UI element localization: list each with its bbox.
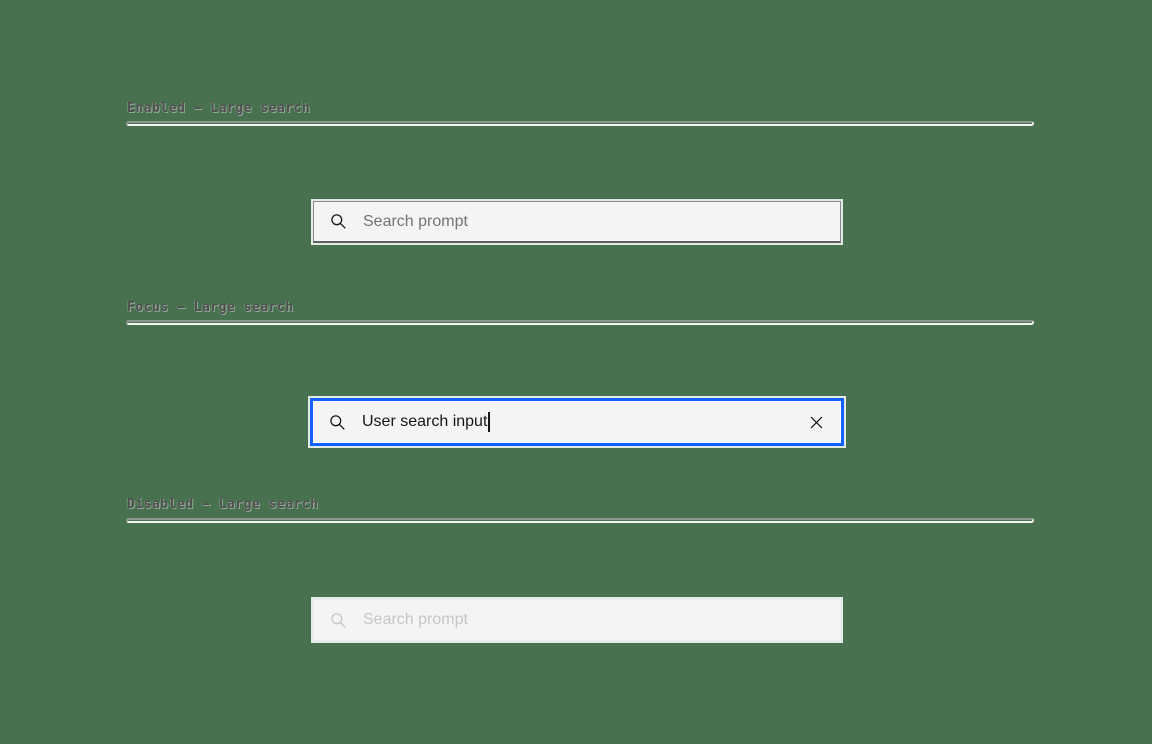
search-input-focus[interactable] bbox=[310, 398, 844, 446]
search-input-enabled[interactable] bbox=[313, 201, 841, 243]
section-label-focus: Focus – Large search bbox=[127, 300, 294, 315]
section-divider bbox=[126, 320, 1034, 325]
search-value-text: User search input bbox=[362, 413, 488, 430]
text-caret bbox=[488, 412, 490, 432]
search-icon bbox=[330, 213, 347, 230]
section-divider bbox=[126, 518, 1034, 523]
search-icon bbox=[329, 414, 346, 431]
search-placeholder: Search prompt bbox=[363, 212, 468, 230]
section-divider bbox=[126, 121, 1034, 126]
search-input-disabled bbox=[313, 599, 841, 641]
clear-search-button[interactable] bbox=[799, 405, 833, 439]
section-label-enabled: Enabled – Large search bbox=[127, 101, 311, 116]
section-label-disabled: Disabled – Large search bbox=[127, 497, 319, 512]
search-placeholder: Search prompt bbox=[363, 611, 468, 628]
close-icon bbox=[810, 416, 823, 429]
search-icon bbox=[330, 612, 347, 629]
